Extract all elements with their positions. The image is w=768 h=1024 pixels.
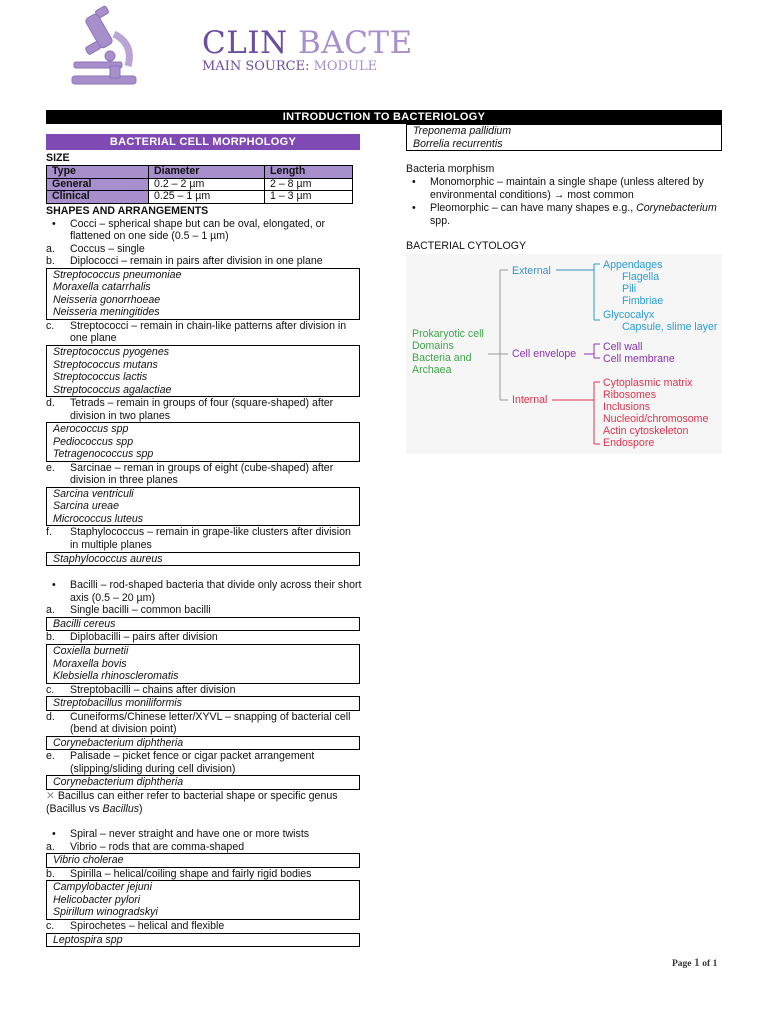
table-header-cell: Diameter (149, 166, 265, 179)
diagram-fimbriae: Fimbriae (622, 295, 664, 307)
example-box: Treponema pallidium Borrelia recurrentis (406, 124, 722, 151)
right-column (406, 124, 722, 253)
table-cell: 0.2 – 2 µm (149, 178, 265, 191)
logo-subtitle: MAIN SOURCE: MODULE (202, 59, 378, 74)
diagram-internal: Internal (512, 394, 548, 406)
size-heading: SIZE (46, 152, 70, 164)
table-cell: 1 – 3 µm (265, 191, 353, 204)
table-cell: 0.25 – 1 µm (149, 191, 265, 204)
example-box: Corynebacterium diphtheria (46, 736, 360, 751)
shapes-heading: SHAPES AND ARRANGEMENTS (46, 204, 209, 217)
document-title-banner: INTRODUCTION TO BACTERIOLOGY (46, 110, 722, 124)
microscope-icon (66, 4, 146, 88)
diagram-glycocalyx: Glycocalyx (603, 309, 655, 321)
diagram-cell-envelope: Cell envelope (512, 348, 577, 360)
list-item: • Pleomorphic – can have many shapes e.g., Corynebacterium spp. (406, 202, 722, 228)
table-cell: 2 – 8 µm (265, 178, 353, 191)
list-item: d. Cuneiforms/Chinese letter/XYVL – snapping of bacterial cell (bend at division point) (46, 710, 351, 736)
example-box: Vibrio cholerae (46, 853, 360, 868)
table-header-cell: Type (47, 166, 149, 179)
diagram-pili: Pili (622, 283, 637, 295)
pin-icon: ✕ (46, 789, 58, 802)
table-header-row (47, 166, 353, 179)
list-item: b. Diplobacilli – pairs after division (46, 631, 218, 644)
example-box: Aerococcus spp Pediococcus spp Tetragenococcus spp (46, 422, 360, 462)
section-heading: BACTERIAL CELL MORPHOLOGY (46, 134, 360, 150)
list-item: e. Sarcinae – reman in groups of eight (cube-shaped) after division in three planes (46, 461, 334, 487)
diagram-internal-list: Cytoplasmic matrix Ribosomes Inclusions Nucleoid/chromosome Actin cytoskeleton Endospore (603, 377, 709, 449)
page-footer: Page 1 of 1 (672, 955, 718, 969)
example-box: Streptococcus pneumoniae Moraxella catarrhalis Neisseria gonorrhoeae Neisseria meningitides (46, 268, 360, 320)
left-column (46, 134, 362, 947)
example-box: Leptospira spp (46, 933, 360, 948)
cytology-diagram (406, 254, 722, 454)
example-box: Corynebacterium diphtheria (46, 775, 360, 790)
morphism-heading: Bacteria morphism (406, 163, 495, 175)
list-item: a. Coccus – single (46, 242, 145, 255)
list-item: c. Spirochetes – helical and flexible (46, 919, 225, 932)
logo (66, 4, 413, 88)
example-box: Staphylococcus aureus (46, 552, 360, 567)
table-row (47, 191, 353, 204)
list-item: b. Spirilla – helical/coiling shape and fairly rigid bodies (46, 867, 312, 880)
list-item: a. Single bacilli – common bacilli (46, 604, 211, 617)
list-item: e. Palisade – picket fence or cigar packet arrangement (slipping/sliding during cell division) (46, 750, 315, 775)
list-item: • Bacilli – rod-shaped bacteria that divide only across their short axis (0.5 – 20 µm) (46, 579, 362, 604)
logo-title: CLIN BACTE (202, 25, 413, 61)
size-table (46, 165, 353, 204)
list-item: d. Tetrads – remain in groups of four (square-shaped) after division in two planes (46, 397, 334, 422)
cytology-heading: BACTERIAL CYTOLOGY (406, 240, 527, 252)
list-item: a. Vibrio – rods that are comma-shaped (46, 840, 245, 853)
list-item: • Monomorphic – maintain a single shape (unless altered by environmental conditions) → most common (406, 176, 722, 202)
list-item: • Spiral – never straight and have one or more twists (46, 828, 362, 841)
table-cell: Clinical (47, 191, 149, 204)
table-cell: General (47, 178, 149, 191)
example-box: Streptobacillus moniliformis (46, 696, 360, 711)
list-item: c. Streptococci – remain in chain-like patterns after division in one plane (46, 319, 347, 345)
list-item: b. Diplococci – remain in pairs after division in one plane (46, 255, 323, 268)
diagram-root: Prokaryotic cell Domains Bacteria and Archaea (412, 328, 484, 376)
example-box: Streptococcus pyogenes Streptococcus mutans Streptococcus lactis Streptococcus agalactiae (46, 345, 360, 397)
diagram-external: External (512, 265, 551, 277)
diagram-cell-wall: Cell wall (603, 341, 643, 353)
example-box: Sarcina ventriculi Sarcina ureae Micrococcus luteus (46, 487, 360, 527)
example-box: Campylobacter jejuni Helicobacter pylori Spirillum winogradskyi (46, 880, 360, 920)
table-row (47, 178, 353, 191)
example-box: Coxiella burnetii Moraxella bovis Klebsiella rhinoscleromatis (46, 644, 360, 684)
table-header-cell: Length (265, 166, 353, 179)
diagram-capsule: Capsule, slime layer (622, 321, 718, 333)
list-item: f. Staphylococcus – remain in grape-like clusters after division in multiple planes (46, 526, 351, 552)
list-item: c. Streptobacilli – chains after division (46, 683, 236, 696)
note: ✕ Bacillus can either refer to bacterial shape or specific genus (Bacillus vs Bacillus) (46, 789, 338, 815)
list-item: • Cocci – spherical shape but can be oval, elongated, or flattened on one side (0.5 – 1 µm) (46, 218, 362, 243)
diagram-cell-membrane: Cell membrane (603, 353, 675, 365)
diagram-appendages: Appendages (603, 259, 663, 271)
example-box: Bacilli cereus (46, 617, 360, 632)
diagram-flagella: Flagella (622, 271, 660, 283)
